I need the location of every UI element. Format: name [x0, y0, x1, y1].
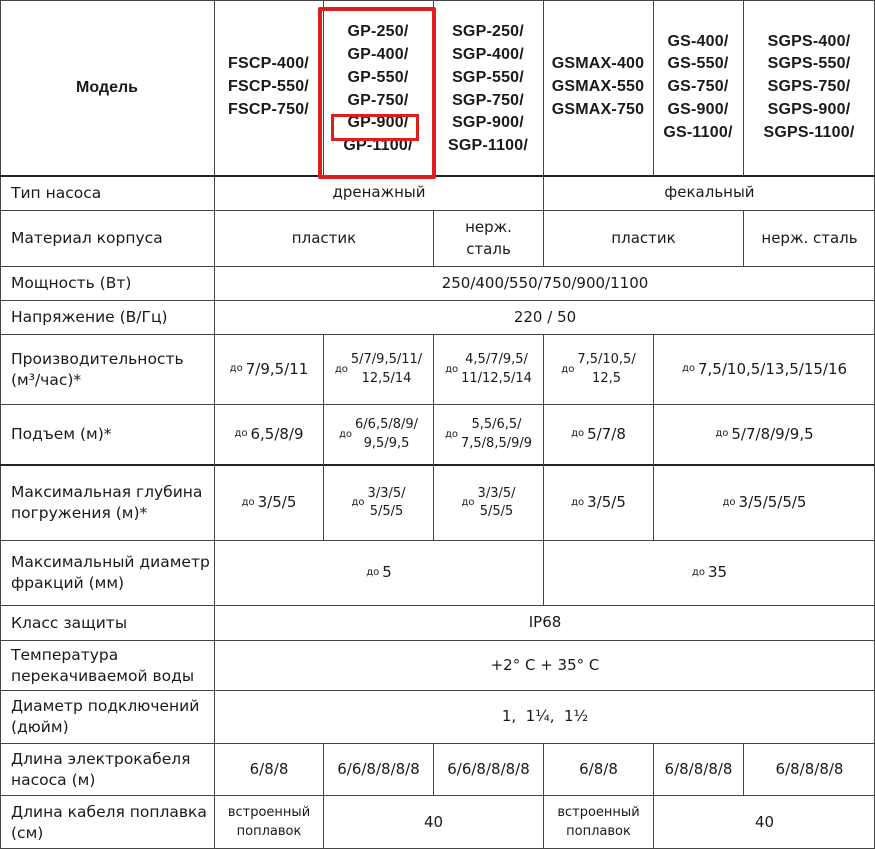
cable-gsmax: 6/8/8	[579, 759, 618, 778]
head-sgp	[434, 405, 543, 464]
upto-prefix: до	[241, 496, 255, 508]
material-steel-fecal: нерж. сталь	[761, 228, 858, 247]
model-header-gs: GS-400/ GS-550/ GS-750/ GS-900/ GS-1100/	[663, 32, 733, 141]
upto-prefix: до	[234, 428, 248, 440]
upto-prefix: до	[338, 428, 353, 440]
float-builtin-fscp: встроенный поплавок	[227, 805, 311, 839]
fraction-value: 5	[382, 563, 392, 582]
capacity-fscp	[215, 335, 323, 404]
head-gp	[324, 405, 433, 464]
upto-prefix: до	[229, 363, 243, 375]
capacity-gp	[324, 335, 433, 404]
protection-value: IP68	[528, 613, 562, 632]
upto-prefix: до	[715, 428, 729, 440]
voltage-value: 220 / 50	[513, 307, 577, 326]
model-header-fscp: FSCP-400/ FSCP-550/ FSCP-750/	[228, 55, 309, 118]
depth-value: 3/3/5/ 5/5/5	[477, 485, 516, 519]
material-plastic-drainage: пластик	[291, 228, 357, 247]
model-header-label: Модель	[76, 78, 138, 96]
depth-value: 3/5/5	[257, 493, 297, 512]
float-cable-drainage: 40	[423, 812, 444, 831]
row-label-capacity: Производительность (м³/час)*	[11, 349, 184, 389]
depth-value: 3/5/5/5/5	[738, 493, 807, 512]
upto-prefix: до	[351, 497, 365, 508]
row-label-pump-type: Тип насоса	[11, 183, 102, 202]
cable-gp: 6/6/8/8/8/8	[337, 759, 420, 778]
pump-type-fecal: фекальный	[664, 183, 755, 202]
depth-fscp	[215, 466, 323, 540]
upto-prefix: до	[571, 428, 585, 440]
fraction-value: 35	[707, 563, 728, 582]
row-label-voltage: Напряжение (В/Гц)	[11, 308, 168, 327]
model-header-gsmax: GSMAX-400 GSMAX-550 GSMAX-750	[551, 55, 645, 118]
head-value: 5,5/6,5/ 7,5/8,5/9/9	[461, 417, 533, 451]
row-label-connection: Диаметр подключений (дюйм)	[11, 697, 200, 736]
head-value: 5/7/8	[587, 424, 626, 443]
depth-value: 3/5/5	[587, 493, 626, 512]
highlight-gp-900	[331, 114, 419, 141]
row-label-power: Мощность (Вт)	[11, 274, 132, 293]
upto-prefix: до	[445, 363, 459, 375]
row-label-protection: Класс защиты	[11, 613, 128, 632]
capacity-value: 7,5/10,5/13,5/15/16	[698, 359, 848, 378]
upto-prefix: до	[681, 363, 695, 375]
head-value: 6,5/8/9	[250, 424, 304, 443]
capacity-value: 5/7/9,5/11/ 12,5/14	[350, 352, 423, 386]
upto-prefix: до	[561, 363, 575, 375]
model-header-sgps: SGPS-400/ SGPS-550/ SGPS-750/ SGPS-900/ SGPS-1100/	[763, 32, 855, 141]
connection-value: 1, 1¼, 1½	[501, 707, 589, 726]
upto-prefix: до	[444, 428, 458, 440]
capacity-gsmax	[544, 335, 653, 404]
row-label-temperature: Температура перекачиваемой воды	[11, 645, 195, 685]
row-label-max-fraction: Максимальный диаметр фракций (мм)	[11, 553, 210, 592]
float-cable-fecal: 40	[754, 812, 775, 831]
depth-sgp	[434, 466, 543, 540]
fraction-fecal	[544, 541, 875, 605]
head-gsmax	[544, 405, 653, 464]
temperature-value: +2° C + 35° C	[490, 655, 600, 674]
capacity-sgp	[434, 335, 543, 404]
model-header-gp: GP-250/ GP-400/ GP-550/ GP-750/ GP-900/ GP-1100/	[343, 23, 413, 154]
capacity-value: 4,5/7/9,5/ 11/12,5/14	[461, 352, 532, 386]
depth-gp	[324, 466, 433, 540]
capacity-value: 7,5/10,5/ 12,5	[577, 352, 636, 386]
cable-sgps: 6/8/8/8/8	[775, 759, 844, 778]
material-plastic-fecal: пластик	[611, 228, 676, 247]
row-label-body-material: Материал корпуса	[11, 229, 163, 248]
highlight-gp-column	[318, 7, 436, 179]
cable-gs: 6/8/8/8/8	[664, 759, 733, 778]
material-steel-drainage: нерж. сталь	[465, 217, 512, 258]
float-builtin-gsmax: встроенный поплавок	[557, 805, 640, 839]
head-fscp	[215, 405, 323, 464]
power-value: 250/400/550/750/900/1100	[441, 273, 649, 292]
row-label-float-cable: Длина кабеля поплавка (см)	[11, 802, 207, 842]
head-value: 5/7/8/9/9,5	[731, 424, 814, 443]
fraction-drainage	[215, 541, 543, 605]
cable-fscp: 6/8/8	[249, 759, 289, 778]
depth-gs-sgps	[654, 466, 875, 540]
cable-sgp: 6/6/8/8/8/8	[447, 759, 530, 778]
head-value: 6/6,5/8/9/ 9,5/9,5	[355, 417, 419, 451]
model-header-sgp: SGP-250/ SGP-400/ SGP-550/ SGP-750/ SGP-900/ SGP-1100/	[447, 23, 529, 154]
row-label-cable-length: Длина электрокабеля насоса (м)	[11, 749, 191, 789]
capacity-value: 7/9,5/11	[245, 359, 309, 378]
row-label-max-depth: Максимальная глубина погружения (м)*	[11, 483, 203, 522]
upto-prefix: до	[334, 363, 348, 375]
depth-gsmax	[544, 466, 653, 540]
upto-prefix: до	[461, 497, 475, 508]
head-gs-sgps	[654, 405, 875, 464]
upto-prefix: до	[722, 496, 736, 508]
upto-prefix: до	[691, 566, 705, 578]
upto-prefix: до	[366, 566, 380, 578]
capacity-gs-sgps	[654, 335, 875, 404]
upto-prefix: до	[571, 496, 585, 508]
depth-value: 3/3/5/ 5/5/5	[367, 485, 406, 519]
pump-type-drainage: дренажный	[332, 183, 426, 202]
row-label-head: Подъем (м)*	[11, 425, 112, 444]
